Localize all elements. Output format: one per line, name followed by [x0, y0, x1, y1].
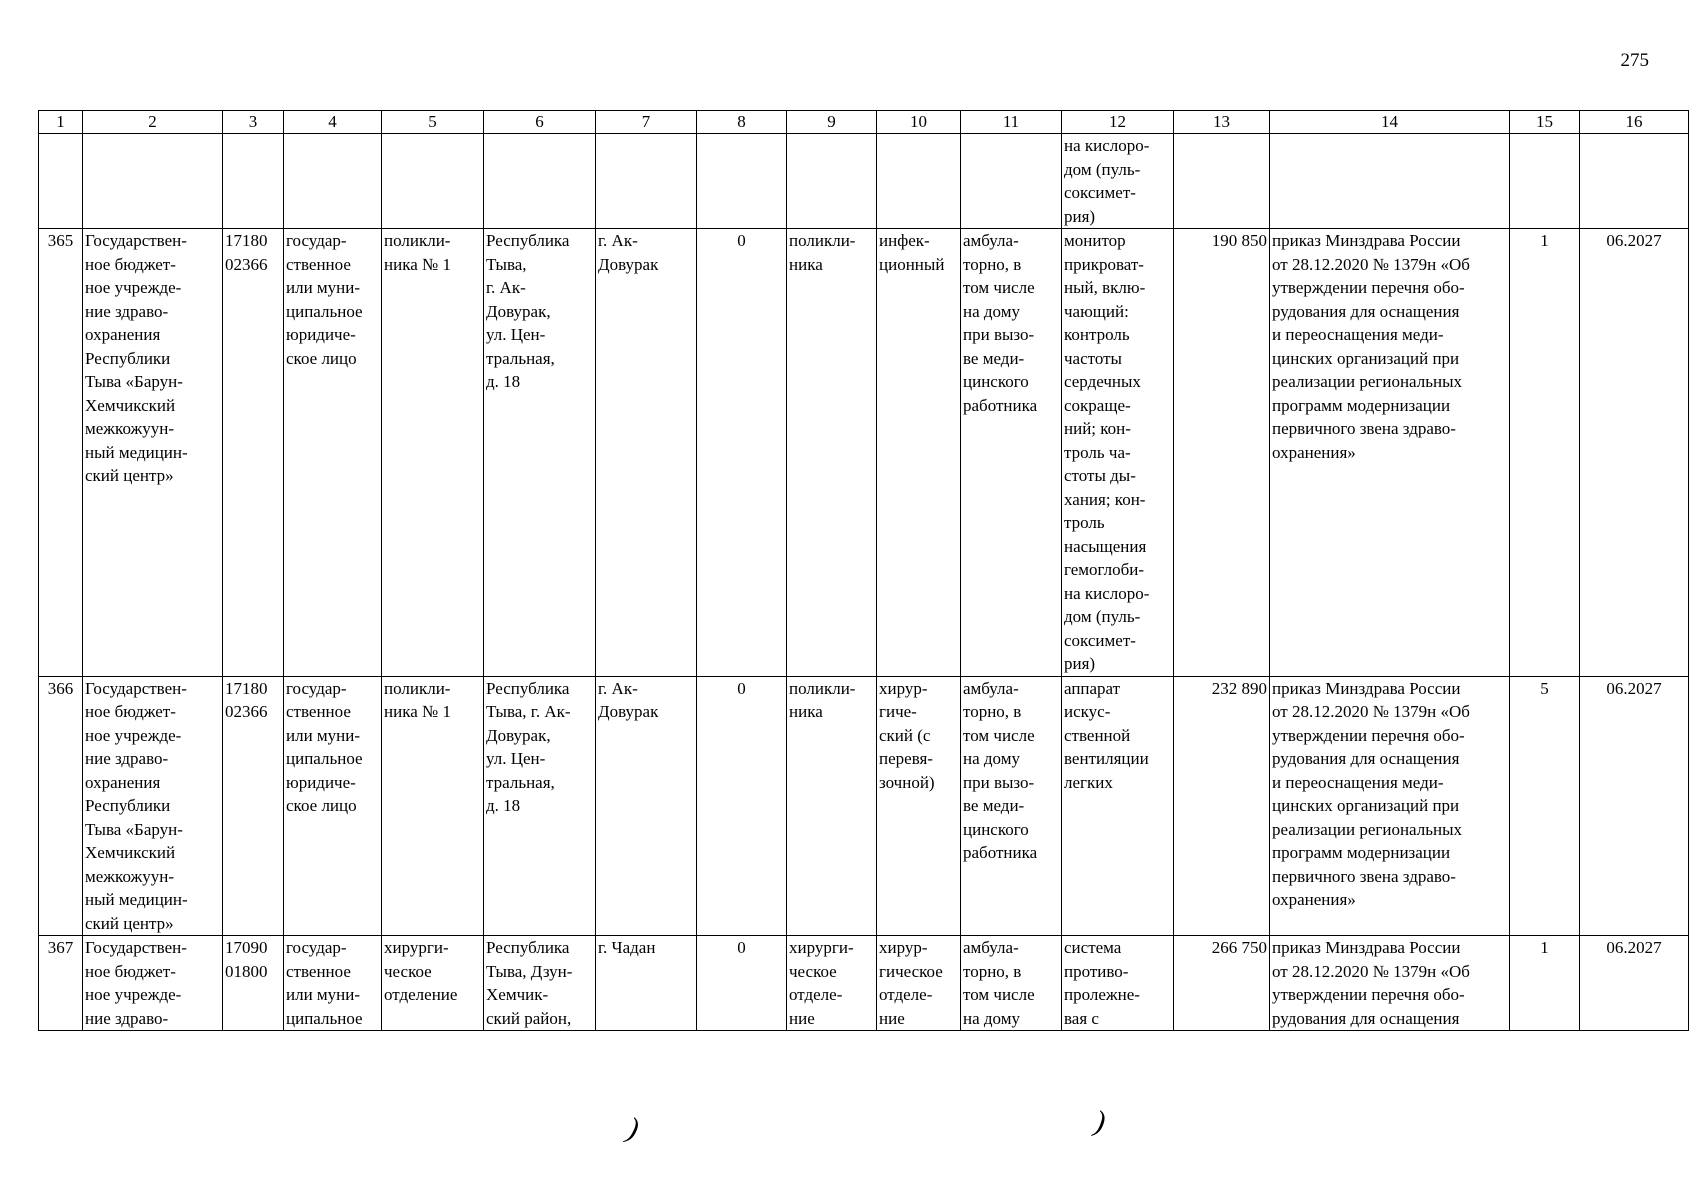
table-cell: хирур- гическое отделе- ние: [877, 936, 961, 1031]
table-cell: Республика Тыва, Дзун- Хемчик- ский район,: [484, 936, 596, 1031]
table-cell: аппарат искус- ственной вентиляции легких: [1062, 676, 1174, 936]
table-cell: г. Чадан: [596, 936, 697, 1031]
table-cell: г. Ак- Довурак: [596, 229, 697, 677]
table-cell: 232 890: [1174, 676, 1270, 936]
table-cell: [39, 134, 83, 229]
row-number: 367: [39, 936, 83, 1031]
table-cell: поликли- ника № 1: [382, 229, 484, 677]
column-number: 10: [877, 111, 961, 134]
table-cell: поликли- ника: [787, 676, 877, 936]
table-cell: [83, 134, 223, 229]
table-cell: Республика Тыва, г. Ак- Довурак, ул. Цен- тральная, д. 18: [484, 676, 596, 936]
table-cell: 1: [1510, 936, 1580, 1031]
table-cell: [1510, 134, 1580, 229]
table-cell: приказ Минздрава России от 28.12.2020 № 1379н «Об утверждении перечня обо- рудования для оснащения и переоснащения меди- цинских организаций при реализации региональных программ модернизации первичного звена здраво- охранения»: [1270, 229, 1510, 677]
table-cell: система противо- пролежне- вая с: [1062, 936, 1174, 1031]
table-cell: [961, 134, 1062, 229]
table-cell: приказ Минздрава России от 28.12.2020 № 1379н «Об утверждении перечня обо- рудования для оснащения: [1270, 936, 1510, 1031]
table-cell: хирурги- ческое отделе- ние: [787, 936, 877, 1031]
table-cell: приказ Минздрава России от 28.12.2020 № 1379н «Об утверждении перечня обо- рудования для оснащения и переоснащения меди- цинских организаций при реализации региональных программ модернизации первичного звена здраво- охранения»: [1270, 676, 1510, 936]
table-cell: [382, 134, 484, 229]
column-number: 12: [1062, 111, 1174, 134]
table-cell: Государствен- ное бюджет- ное учрежде- ние здраво- охранения Республики Тыва «Барун- Хемчикский межкожуун- ный медицин- ский центр»: [83, 676, 223, 936]
table-cell: поликли- ника № 1: [382, 676, 484, 936]
table-cell: 06.2027: [1580, 936, 1689, 1031]
table-row: [39, 936, 1689, 1031]
table-cell: [697, 134, 787, 229]
handwritten-mark: ): [624, 1111, 643, 1146]
table-cell: хирурги- ческое отделение: [382, 936, 484, 1031]
column-number: 9: [787, 111, 877, 134]
table-cell: Государствен- ное бюджет- ное учрежде- ние здраво- охранения Республики Тыва «Барун- Хемчикский межкожуун- ный медицин- ский центр»: [83, 229, 223, 677]
table-cell: 1: [1510, 229, 1580, 677]
column-number: 3: [223, 111, 284, 134]
table-cell: амбула- торно, в том числе на дому при вызо- ве меди- цинского работника: [961, 676, 1062, 936]
table-cell: монитор прикроват- ный, вклю- чающий: контроль частоты сердечных сокраще- ний; кон- троль ча- стоты ды- хания; кон- троль насыщения гемоглоби- на кислоро- дом (пуль- соксимет- рия): [1062, 229, 1174, 677]
table-cell: [1270, 134, 1510, 229]
table-cell: на кислоро- дом (пуль- соксимет- рия): [1062, 134, 1174, 229]
column-number: 13: [1174, 111, 1270, 134]
table-row: [39, 229, 1689, 677]
table-cell: государ- ственное или муни- ципальное: [284, 936, 382, 1031]
table-cell: [284, 134, 382, 229]
table-cell: [596, 134, 697, 229]
table-cell: поликли- ника: [787, 229, 877, 677]
table-cell: Республика Тыва, г. Ак- Довурак, ул. Цен- тральная, д. 18: [484, 229, 596, 677]
registry-table: [38, 110, 1689, 1031]
table-cell: 266 750: [1174, 936, 1270, 1031]
table-row: [39, 676, 1689, 936]
handwritten-mark: ): [1092, 1104, 1108, 1139]
column-number: 6: [484, 111, 596, 134]
column-number: 8: [697, 111, 787, 134]
table-cell: [1174, 134, 1270, 229]
column-number-row: [39, 111, 1689, 134]
table-cell: хирур- гиче- ский (с перевя- зочной): [877, 676, 961, 936]
table-row: [39, 134, 1689, 229]
table-cell: [223, 134, 284, 229]
table-cell: Государствен- ное бюджет- ное учрежде- ние здраво-: [83, 936, 223, 1031]
column-number: 7: [596, 111, 697, 134]
table-cell: 06.2027: [1580, 229, 1689, 677]
table-cell: [877, 134, 961, 229]
table-cell: 06.2027: [1580, 676, 1689, 936]
table-cell: государ- ственное или муни- ципальное юридиче- ское лицо: [284, 229, 382, 677]
table-cell: инфек- ционный: [877, 229, 961, 677]
table-cell: [484, 134, 596, 229]
table-cell: г. Ак- Довурак: [596, 676, 697, 936]
row-number: 365: [39, 229, 83, 677]
table-cell: амбула- торно, в том числе на дому: [961, 936, 1062, 1031]
table-cell: 17180 02366: [223, 229, 284, 677]
column-number: 15: [1510, 111, 1580, 134]
table-cell: 0: [697, 676, 787, 936]
column-number: 14: [1270, 111, 1510, 134]
table-cell: 0: [697, 229, 787, 677]
table-cell: государ- ственное или муни- ципальное юридиче- ское лицо: [284, 676, 382, 936]
column-number: 5: [382, 111, 484, 134]
table-cell: 190 850: [1174, 229, 1270, 677]
page-number: 275: [1620, 50, 1649, 71]
table-cell: [1580, 134, 1689, 229]
table-cell: амбула- торно, в том числе на дому при вызо- ве меди- цинского работника: [961, 229, 1062, 677]
table-cell: [787, 134, 877, 229]
table-cell: 17180 02366: [223, 676, 284, 936]
table-cell: 17090 01800: [223, 936, 284, 1031]
column-number: 16: [1580, 111, 1689, 134]
row-number: 366: [39, 676, 83, 936]
column-number: 4: [284, 111, 382, 134]
table-cell: 5: [1510, 676, 1580, 936]
column-number: 11: [961, 111, 1062, 134]
column-number: 2: [83, 111, 223, 134]
table-cell: 0: [697, 936, 787, 1031]
column-number: 1: [39, 111, 83, 134]
